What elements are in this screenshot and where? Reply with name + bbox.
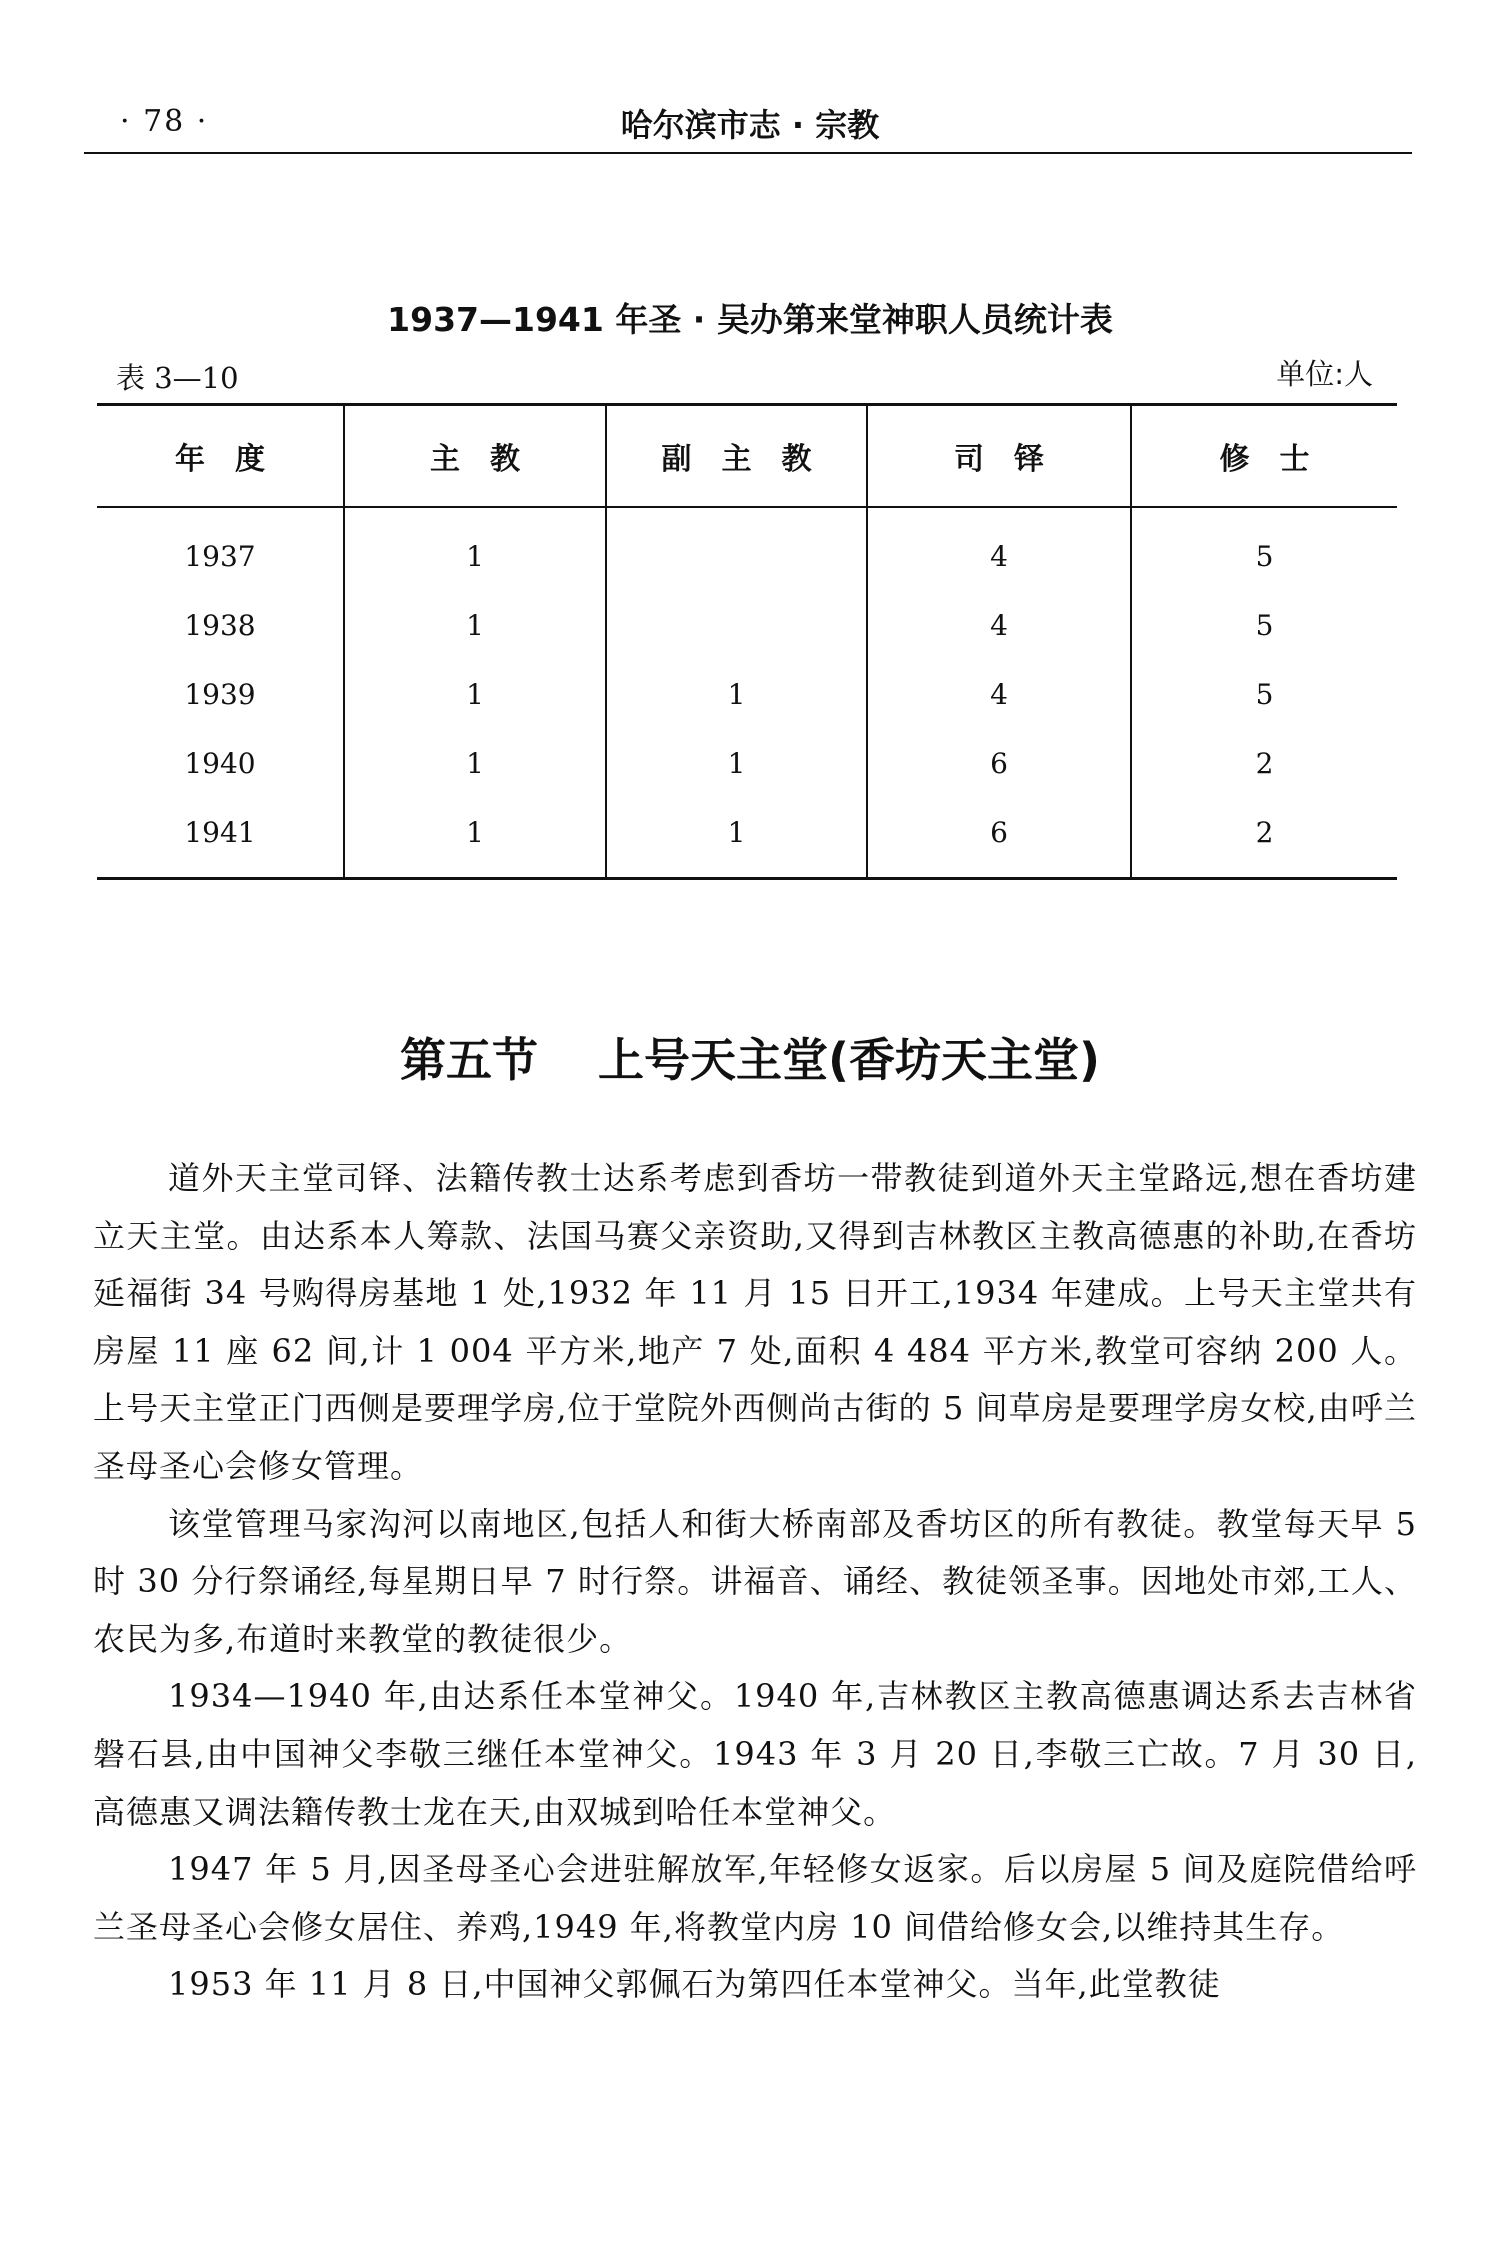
column-header-vicar: 副主教 [606, 405, 867, 508]
cell-brother: 5 [1131, 660, 1397, 729]
cell-bishop: 1 [344, 507, 606, 591]
section-label: 第五节 [399, 1033, 538, 1087]
column-header-brother: 修士 [1131, 405, 1397, 508]
cell-priest: 6 [867, 798, 1131, 879]
table-row [97, 729, 1397, 798]
paragraph: 1953 年 11 月 8 日,中国神父郭佩石为第四任本堂神父。当年,此堂教徒 [168, 1965, 1221, 2004]
cell-vicar [606, 591, 867, 660]
cell-bishop: 1 [344, 798, 606, 879]
cell-priest: 6 [867, 729, 1131, 798]
cell-priest: 4 [867, 591, 1131, 660]
cell-bishop: 1 [344, 660, 606, 729]
cell-year: 1939 [184, 678, 256, 711]
cell-priest: 4 [867, 507, 1131, 591]
paragraph: 1934—1940 年,由达系任本堂神父。1940 年,吉林教区主教高德惠调达系去吉林省磐石县,由中国神父李敬三继任本堂神父。1943 年 3 月 20 日,李敬三亡故。7 月 30 日,高德惠又调法籍传教士龙在天,由双城到哈任本堂神父。 [93, 1677, 1417, 1831]
header-rule [84, 152, 1412, 154]
cell-vicar [606, 507, 867, 591]
paragraph: 道外天主堂司铎、法籍传教士达系考虑到香坊一带教徒到道外天主堂路远,想在香坊建立天主堂。由达系本人筹款、法国马赛父亲资助,又得到吉林教区主教高德惠的补助,在香坊延福街 34 号购得房基地 1 处,1932 年 11 月 15 日开工,1934 年建成。上号天主堂共有房屋 11 座 62 间,计 1 004 平方米,地产 7 处,面积 4 484 平方米,教堂可容纳 200 人。上号天主堂正门西侧是要理学房,位于堂院外西侧尚古街的 5 间草房是要理学房女校,由呼兰圣母圣心会修女管理。 [93, 1159, 1417, 1485]
cell-year: 1938 [184, 609, 256, 642]
table-row [97, 660, 1397, 729]
paragraph: 1947 年 5 月,因圣母圣心会进驻解放军,年轻修女返家。后以房屋 5 间及庭院借给呼兰圣母圣心会修女居住、养鸡,1949 年,将教堂内房 10 间借给修女会,以维持其生存。 [93, 1850, 1417, 1946]
cell-year: 1941 [184, 816, 256, 849]
table-unit: 单位:人 [1276, 357, 1373, 391]
cell-priest: 4 [867, 660, 1131, 729]
paragraph: 该堂管理马家沟河以南地区,包括人和街大桥南部及香坊区的所有教徒。教堂每天早 5 时 30 分行祭诵经,每星期日早 7 时行祭。讲福音、诵经、教徒领圣事。因地处市郊,工人、农民为多,布道时来教堂的教徒很少。 [93, 1504, 1417, 1658]
section-title: 上号天主堂(香坊天主堂) [597, 1033, 1101, 1087]
cell-brother: 5 [1131, 507, 1397, 591]
table-header-row [97, 405, 1397, 508]
cell-brother: 2 [1131, 729, 1397, 798]
page-number: · 78 · [120, 104, 209, 139]
cell-vicar: 1 [606, 660, 867, 729]
table-row [97, 507, 1397, 591]
table-row [97, 591, 1397, 660]
body-text [93, 1150, 1417, 2014]
section-heading [0, 1024, 1500, 1090]
cell-bishop: 1 [344, 729, 606, 798]
table-title: 1937—1941 年圣 · 吴办第来堂神职人员统计表 [387, 300, 1113, 339]
cell-bishop: 1 [344, 591, 606, 660]
cell-year: 1937 [184, 540, 256, 573]
table-row [97, 798, 1397, 879]
running-title: 哈尔滨市志 · 宗教 [620, 106, 880, 144]
statistics-table [97, 403, 1397, 880]
table-number: 表 3—10 [116, 361, 239, 395]
cell-vicar: 1 [606, 798, 867, 879]
column-header-bishop: 主教 [344, 405, 606, 508]
column-header-year: 年度 [97, 405, 344, 508]
cell-brother: 5 [1131, 591, 1397, 660]
cell-brother: 2 [1131, 798, 1397, 879]
cell-vicar: 1 [606, 729, 867, 798]
cell-year: 1940 [184, 747, 256, 780]
column-header-priest: 司铎 [867, 405, 1131, 508]
